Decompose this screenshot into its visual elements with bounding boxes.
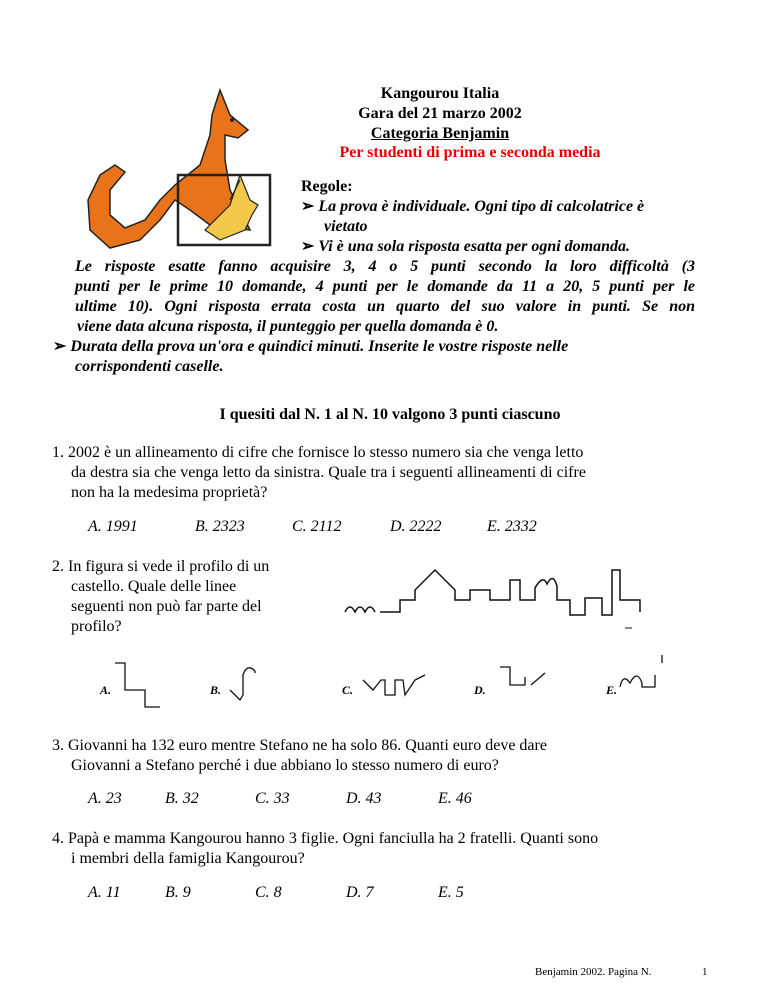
q4-option-e: E. 5 (438, 884, 464, 901)
page-number: 1 (702, 966, 708, 978)
rule-1-cont: vietato (324, 218, 368, 235)
question-text: i membri della famiglia Kangourou? (71, 850, 305, 867)
rule-3-cont: corrispondenti caselle. (75, 358, 224, 375)
rule-2-line: Le risposte esatte fanno acquisire 3, 4 o 5 punti secondo la loro difficoltà (3 (75, 258, 695, 275)
rule-1-text: La prova è individuale. Ogni tipo di calcolatrice è (318, 198, 645, 215)
q3-option-b: B. 32 (165, 790, 199, 807)
rule-2-line: punti per le prime 10 domande, 4 punti per le domande da 11 a 20, 5 punti per le (75, 278, 695, 295)
q2-options-figures (95, 655, 670, 715)
q2-option-d: D. (474, 683, 486, 697)
rule-1 (301, 197, 644, 217)
header-title: Kangourou Italia (380, 85, 500, 102)
q3-option-d: D. 43 (346, 790, 382, 807)
question-2 (52, 557, 269, 637)
rule-3 (53, 337, 695, 357)
header-date: Gara del 21 marzo 2002 (358, 105, 522, 122)
q2-option-d-figure (500, 667, 545, 685)
question-3 (52, 736, 547, 776)
q4-option-c: C. 8 (255, 884, 282, 901)
header-subtitle: Per studenti di prima e seconda media (339, 144, 601, 161)
question-text: Giovanni a Stefano perché i due abbiano lo stesso numero di euro? (71, 757, 499, 774)
rule-2 (301, 237, 630, 257)
q2-option-b: B. (210, 683, 222, 697)
kangourou-logo (80, 80, 290, 255)
question-text: 3. Giovanni ha 132 euro mentre Stefano ne ha solo 86. Quanti euro deve dare (52, 737, 547, 754)
q2-option-b-figure (230, 668, 255, 700)
bullet-icon: ➢ (301, 238, 315, 255)
question-text: castello. Quale delle linee (71, 578, 237, 595)
q4-option-b: B. 9 (165, 884, 191, 901)
q2-option-c-figure (363, 675, 425, 695)
question-text: profilo? (71, 618, 122, 635)
question-1 (52, 443, 712, 503)
footer-text: Benjamin 2002. Pagina N. (535, 966, 652, 978)
bullet-icon: ➢ (53, 338, 67, 355)
question-text: 2. In figura si vede il profilo di un (52, 558, 270, 575)
q3-option-e: E. 46 (438, 790, 472, 807)
q1-option-b: B. 2323 (195, 518, 245, 535)
q1-option-d: D. 2222 (390, 518, 442, 535)
question-text: 1. 2002 è un allineamento di cifre che fornisce lo stesso numero sia che venga letto (52, 444, 584, 461)
rule-2-line: ultime 10). Ogni risposta errata costa un quarto del suo valore in punti. Se non (75, 298, 695, 315)
q4-option-d: D. 7 (346, 884, 374, 901)
bullet-icon: ➢ (301, 198, 315, 215)
rule-3-text: Durata della prova un'ora e quindici minuti. Inserite le vostre risposte nelle (70, 338, 569, 355)
question-text: da destra sia che venga letto da sinistra. Quale tra i seguenti allineamenti di cifre (71, 464, 586, 481)
rule-2-details (75, 257, 695, 337)
question-4 (52, 829, 598, 869)
q2-option-a-figure (115, 663, 160, 707)
rules-title: Regole: (301, 178, 353, 195)
q2-option-c: C. (342, 683, 354, 697)
question-text: 4. Papà e mamma Kangourou hanno 3 figlie. Ogni fanciulla ha 2 fratelli. Quanti sono (52, 830, 599, 847)
rule-2-line: viene data alcuna risposta, il punteggio per quella domanda è 0. (77, 318, 499, 335)
q4-option-a: A. 11 (88, 884, 121, 901)
question-text: seguenti non può far parte del (71, 598, 262, 615)
question-text: non ha la medesima proprietà? (71, 484, 268, 501)
header (290, 84, 590, 144)
q2-option-a: A. (100, 683, 112, 697)
q3-option-a: A. 23 (88, 790, 122, 807)
section-title: I quesiti dal N. 1 al N. 10 valgono 3 punti ciascuno (219, 406, 561, 423)
q1-option-e: E. 2332 (487, 518, 537, 535)
castle-profile-figure (340, 560, 680, 635)
q1-option-c: C. 2112 (292, 518, 342, 535)
header-category: Categoria Benjamin (370, 125, 510, 142)
rule-2-text: Vi è una sola risposta esatta per ogni domanda. (318, 238, 631, 255)
q2-option-e-figure (620, 655, 662, 687)
q3-option-c: C. 33 (255, 790, 290, 807)
q1-option-a: A. 1991 (88, 518, 138, 535)
q2-option-e: E. (606, 683, 618, 697)
